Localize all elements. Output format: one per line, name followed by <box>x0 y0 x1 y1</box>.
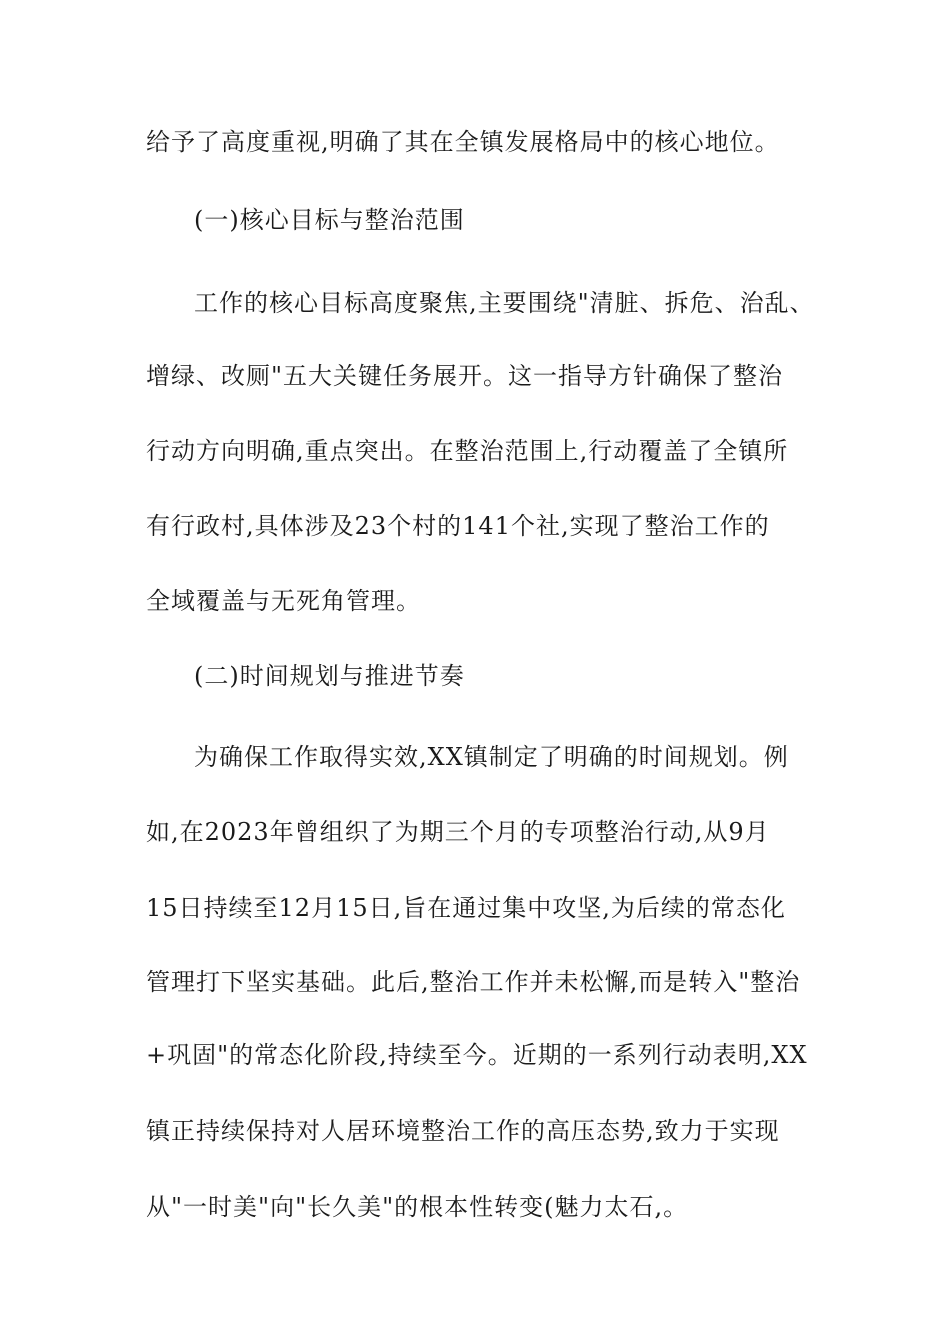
paragraph-line: 为确保工作取得实效,XX镇制定了明确的时间规划。例 <box>194 743 789 771</box>
paragraph-line: 有行政村,具体涉及23个村的141个社,实现了整治工作的 <box>146 512 770 540</box>
paragraph-line: 给予了高度重视,明确了其在全镇发展格局中的核心地位。 <box>146 128 780 156</box>
paragraph-line: 15日持续至12月15日,旨在通过集中攻坚,为后续的常态化 <box>146 894 786 922</box>
paragraph-line: 行动方向明确,重点突出。在整治范围上,行动覆盖了全镇所 <box>146 437 789 465</box>
paragraph-line: 全域覆盖与无死角管理。 <box>146 587 421 615</box>
paragraph-line: 管理打下坚实基础。此后,整治工作并未松懈,而是转入"整治 <box>146 968 801 996</box>
paragraph-line: +巩固"的常态化阶段,持续至今。近期的一系列行动表明,XX <box>146 1041 808 1069</box>
paragraph-line: 镇正持续保持对人居环境整治工作的高压态势,致力于实现 <box>146 1117 780 1145</box>
paragraph-line: 从"一时美"向"长久美"的根本性转变(魅力太石,。 <box>146 1193 689 1221</box>
paragraph-line: 工作的核心目标高度聚焦,主要围绕"清脏、拆危、治乱、 <box>194 289 815 317</box>
section-heading: (二)时间规划与推进节奏 <box>194 662 465 690</box>
section-heading: (一)核心目标与整治范围 <box>194 206 465 234</box>
paragraph-line: 如,在2023年曾组织了为期三个月的专项整治行动,从9月 <box>146 818 770 846</box>
paragraph-line: 增绿、改厕"五大关键任务展开。这一指导方针确保了整治 <box>146 362 784 390</box>
